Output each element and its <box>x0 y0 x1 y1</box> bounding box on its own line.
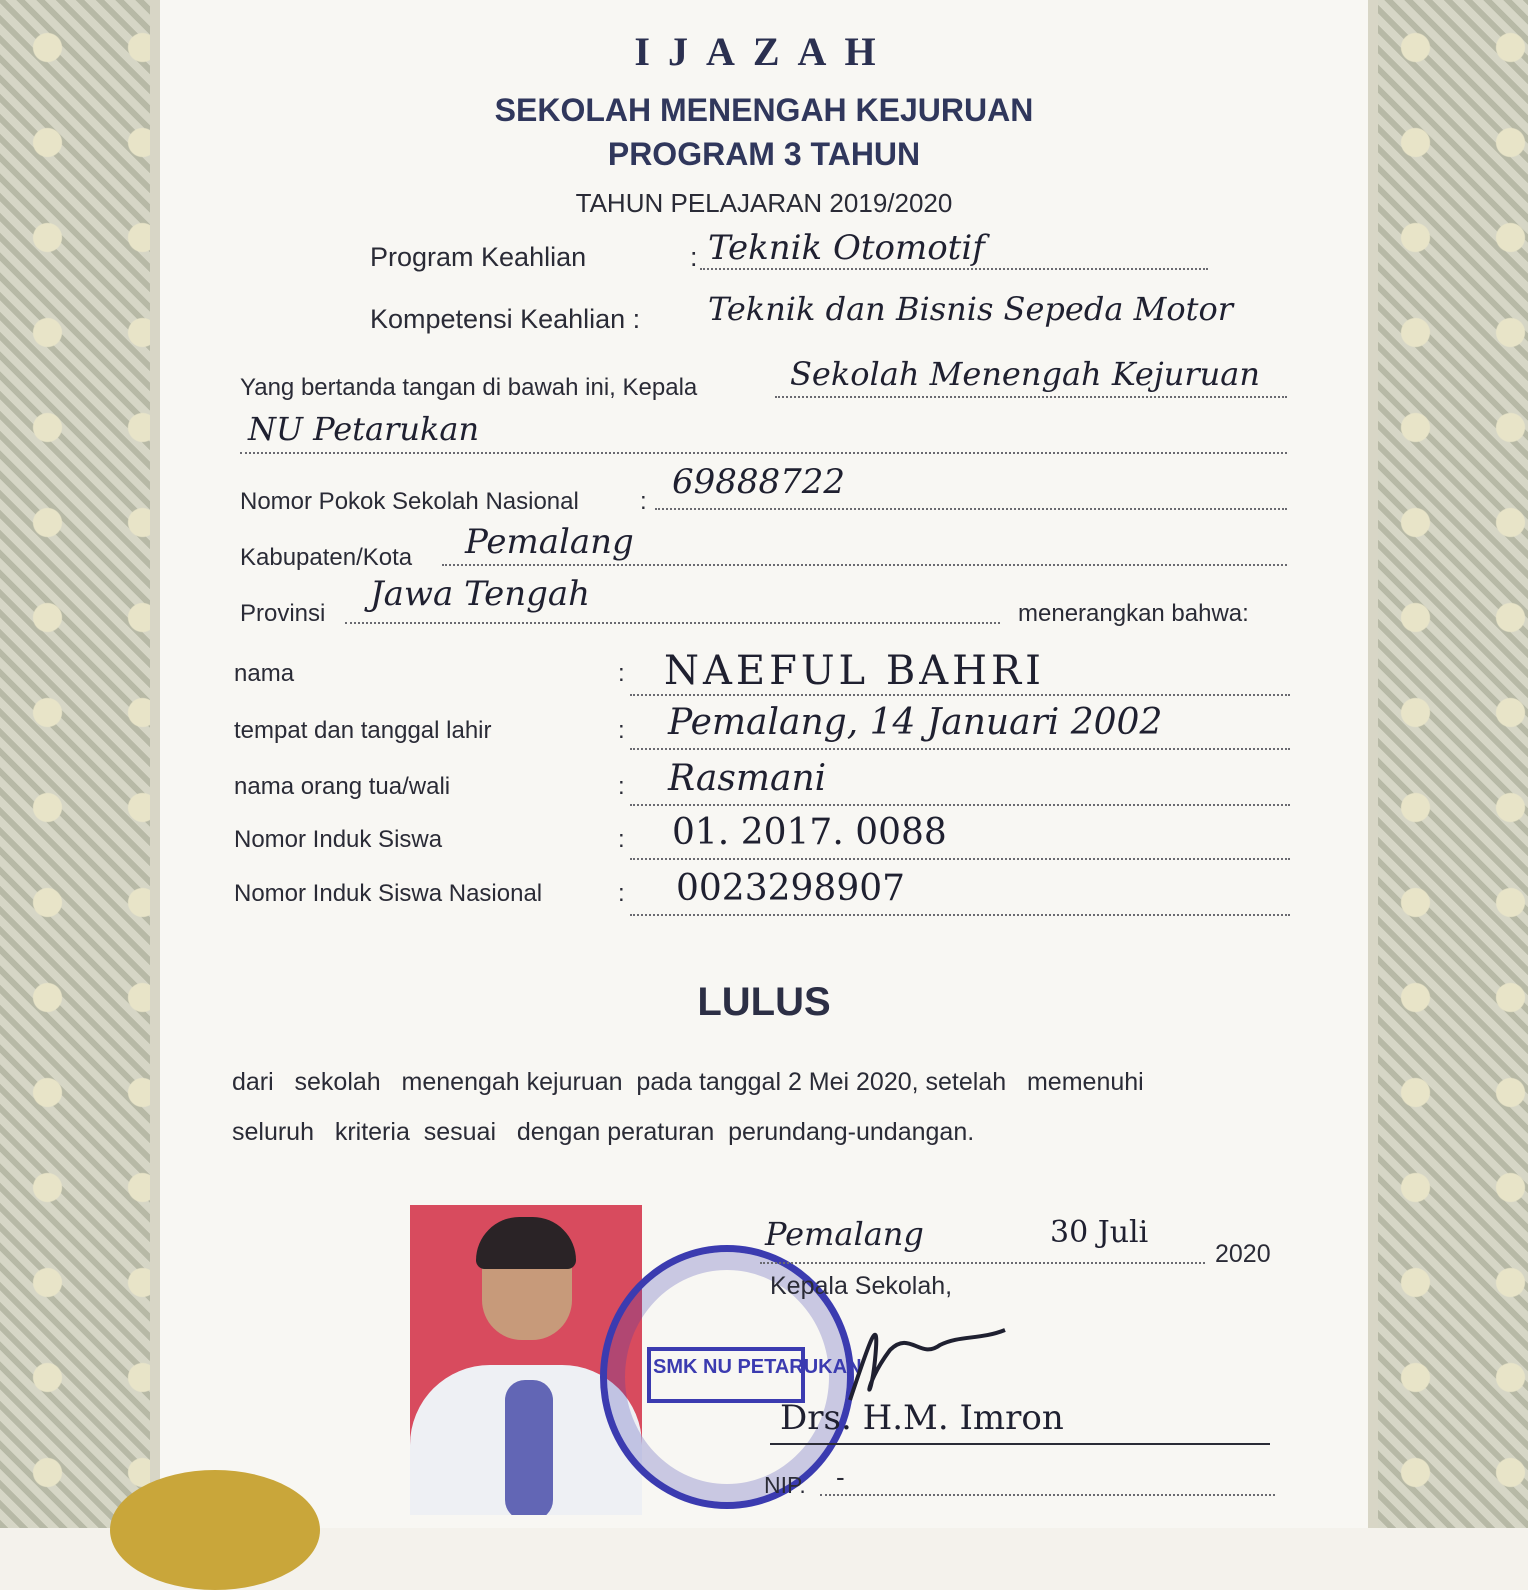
statement-line1: dari sekolah menengah kejuruan pada tanggal 2 Mei 2020, setelah memenuhi <box>232 1068 1144 1096</box>
handwritten-signature <box>830 1300 1030 1410</box>
nis-label: Nomor Induk Siswa <box>234 826 443 853</box>
npsn-colon: : <box>640 488 647 515</box>
provinsi-dotted-line <box>345 622 1000 624</box>
nis-value: 01. 2017. 0088 <box>672 812 947 853</box>
nis-colon: : <box>618 826 625 853</box>
kabupaten-label: Kabupaten/Kota <box>240 544 413 571</box>
name-underline <box>770 1443 1270 1445</box>
provinsi-label: Provinsi <box>240 600 326 627</box>
birth-value: Pemalang, 14 Januari 2002 <box>668 702 1163 743</box>
npsn-value: 69888722 <box>672 462 846 502</box>
student-name-value: NAEFUL BAHRI <box>664 648 1045 694</box>
academic-year: TAHUN PELAJARAN 2019/2020 <box>575 188 953 218</box>
student-name-colon: : <box>618 660 625 687</box>
birth-colon: : <box>618 717 625 744</box>
provinsi-value: Jawa Tengah <box>370 574 591 614</box>
program-value: Teknik Otomotif <box>708 228 985 268</box>
program-label: Program Keahlian <box>370 242 587 272</box>
ornamental-border-right <box>1368 0 1528 1528</box>
certificate-title: IJAZAH <box>634 29 894 74</box>
gold-seal <box>110 1470 320 1590</box>
statement-line2: seluruh kriteria sesuai dengan peraturan perundang-undangan. <box>232 1118 975 1146</box>
signature-year: 2020 <box>1215 1240 1271 1268</box>
student-name-label: nama <box>234 660 295 687</box>
signer-dotted-line1 <box>775 396 1287 398</box>
nis-dotted-line <box>630 858 1290 860</box>
provinsi-suffix: menerangkan bahwa: <box>1018 600 1249 627</box>
signer-prefix: Yang bertanda tangan di bawah ini, Kepala <box>240 374 698 401</box>
parent-value: Rasmani <box>668 758 827 799</box>
birth-label: tempat dan tanggal lahir <box>234 717 492 744</box>
ornamental-border-left <box>0 0 160 1528</box>
signature-date: 30 Juli <box>1050 1215 1149 1250</box>
nip-label: NIP. <box>764 1472 806 1498</box>
signature-date-dotted-line <box>760 1262 1205 1264</box>
kompetensi-label: Kompetensi Keahlian : <box>370 304 641 334</box>
signer-school-line1: Sekolah Menengah Kejuruan <box>790 355 1260 393</box>
nisn-colon: : <box>618 880 625 907</box>
stamp-text: SMK NU PETARUKAN <box>653 1356 862 1378</box>
signature-role: Kepala Sekolah, <box>770 1272 953 1300</box>
signer-school-line2: NU Petarukan <box>248 410 480 448</box>
school-type: SEKOLAH MENENGAH KEJURUAN <box>494 92 1034 128</box>
signer-dotted-line2 <box>240 452 1287 454</box>
nip-value: - <box>836 1462 845 1492</box>
signature-place: Pemalang <box>765 1215 924 1253</box>
program-dotted-line <box>700 268 1208 270</box>
kompetensi-value: Teknik dan Bisnis Sepeda Motor <box>708 290 1234 328</box>
nisn-label: Nomor Induk Siswa Nasional <box>234 880 543 907</box>
program-duration: PROGRAM 3 TAHUN <box>607 136 921 172</box>
birth-dotted-line <box>630 748 1290 750</box>
student-name-dotted-line <box>630 694 1290 696</box>
parent-label: nama orang tua/wali <box>234 773 451 800</box>
parent-dotted-line <box>630 804 1290 806</box>
nisn-dotted-line <box>630 914 1290 916</box>
kabupaten-dotted-line <box>442 564 1287 566</box>
kabupaten-value: Pemalang <box>465 522 634 562</box>
npsn-dotted-line <box>655 508 1287 510</box>
nip-dotted-line <box>820 1494 1275 1496</box>
principal-name: Drs. H.M. Imron <box>780 1398 1064 1438</box>
nisn-value: 0023298907 <box>676 868 906 909</box>
graduation-result: LULUS <box>697 980 831 1024</box>
npsn-label: Nomor Pokok Sekolah Nasional <box>240 488 579 515</box>
program-colon: : <box>690 242 698 272</box>
parent-colon: : <box>618 773 625 800</box>
